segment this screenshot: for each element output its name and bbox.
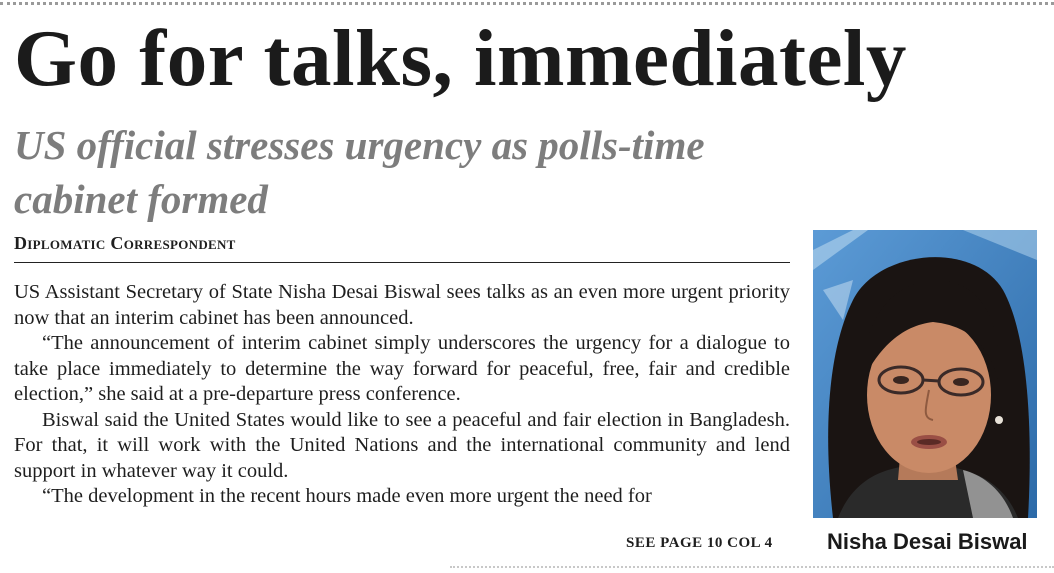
portrait-illustration: [813, 230, 1037, 518]
article-body: [14, 280, 790, 510]
paragraph: “The development in the recent hours made even more urgent the need for: [42, 485, 652, 507]
top-dotted-border: [0, 2, 1054, 9]
photo-caption: Nisha Desai Biswal: [827, 529, 1028, 554]
paragraph: US Assistant Secretary of State Nisha Desai Biswal sees talks as an even more urgent priority now that an interim cabinet has been announced.: [14, 281, 790, 329]
subheadline: US official stresses urgency as polls-time cabinet formed: [14, 122, 705, 222]
byline: Diplomatic Correspondent: [14, 233, 236, 253]
bottom-dotted-border: [450, 566, 1054, 572]
paragraph: “The announcement of interim cabinet simply underscores the urgency for a dialogue to take place immediately to determine the way forward for peaceful, free, fair and credible election,” she said at a pre-departure press conference.: [14, 332, 790, 405]
byline-rule: [14, 262, 790, 263]
headline: Go for talks, immediately: [14, 13, 907, 103]
portrait-photo: [813, 230, 1037, 518]
paragraph: Biswal said the United States would like to see a peaceful and fair election in Bangladesh. For that, it will work with the United Nations and the international community and lend support in whatever way it could.: [14, 408, 790, 482]
jump-line: SEE PAGE 10 COL 4: [626, 535, 773, 551]
